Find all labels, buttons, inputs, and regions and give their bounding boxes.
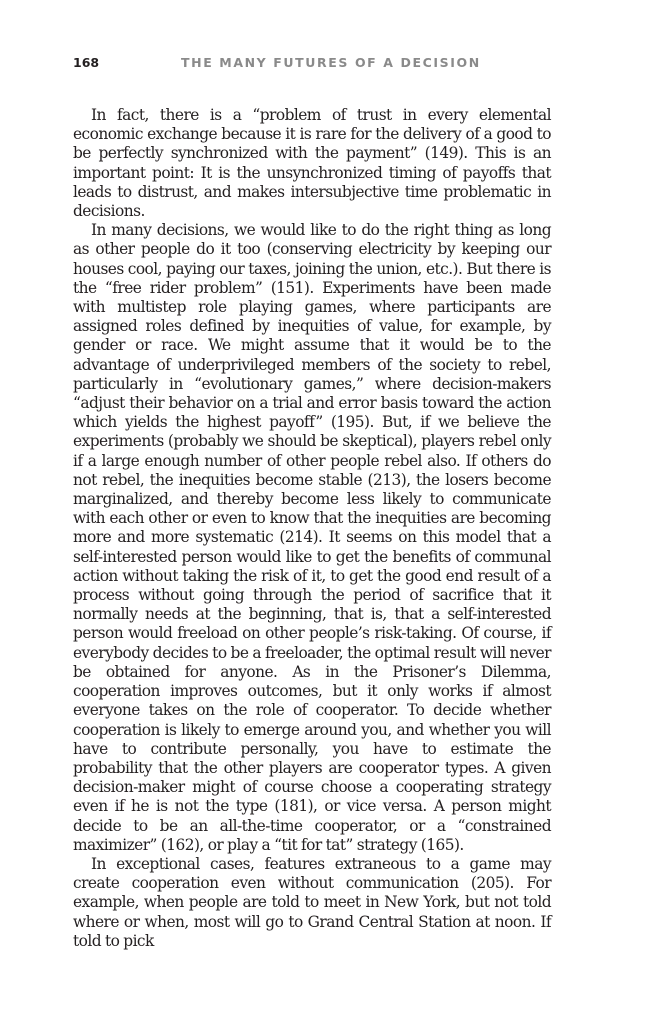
- paragraph-3: In exceptional cases, features extraneous to a game may create cooperation even without communication (205). For example, when people are told to meet in New York, but not told where or when, most will go to Grand Central Station at noon. If told to pick: [73, 854, 551, 950]
- running-head: THE MANY FUTURES OF A DECISION: [181, 55, 481, 70]
- body-text: [73, 106, 551, 951]
- page-number: 168: [73, 55, 100, 70]
- paragraph-2: In many decisions, we would like to do the right thing as long as other people do it too (conserving electricity by keeping our houses cool, paying our taxes, joining the union, etc.). But there is the “free rider problem” (151). Experiments have been made with multistep role playing games, where participants are assigned roles defined by inequities of value, for example, by gender or race. We might assume that it would be to the advantage of underprivileged members of the society to rebel, particularly in “evolutionary games,” where decision-makers “adjust their behavior on a trial and error basis toward the action which yields the highest payoff” (195). But, if we believe the experiments (probably we should be skeptical), players rebel only if a large enough number of other people rebel also. If others do not rebel, the inequities become stable (213), the losers become marginalized, and thereby become less likely to communicate with each other or even to know that the inequities are becoming more and more systematic (214). It seems on this model that a self-interested person would like to get the benefits of communal action without taking the risk of it, to get the good end result of a process without going through the period of sacrifice that it normally needs at the beginning, that is, that a self-interested person would freeload on other people’s risk-taking. Of course, if everybody decides to be a freeloader, the optimal result will never be obtained for anyone. As in the Prisoner’s Dilemma, cooperation improves outcomes, but it only works if almost everyone takes on the role of cooperator. To decide whether cooperation is likely to emerge around you, and whether you will have to contribute personally, you have to estimate the probability that the other players are cooperator types. A given decision-maker might of course choose a cooperating strategy even if he is not the type (181), or vice versa. A person might decide to be an all-the-time cooperator, or a “constrained maximizer” (162), or play a “tit for tat” strategy (165).: [73, 221, 551, 854]
- paragraph-1: In fact, there is a “problem of trust in every elemental economic exchange because it is rare for the delivery of a good to be perfectly synchronized with the payment” (149). This is an important point: It is the unsynchronized timing of payoffs that leads to distrust, and makes intersubjective time problematic in decisions.: [73, 106, 551, 221]
- page-header: [73, 53, 580, 73]
